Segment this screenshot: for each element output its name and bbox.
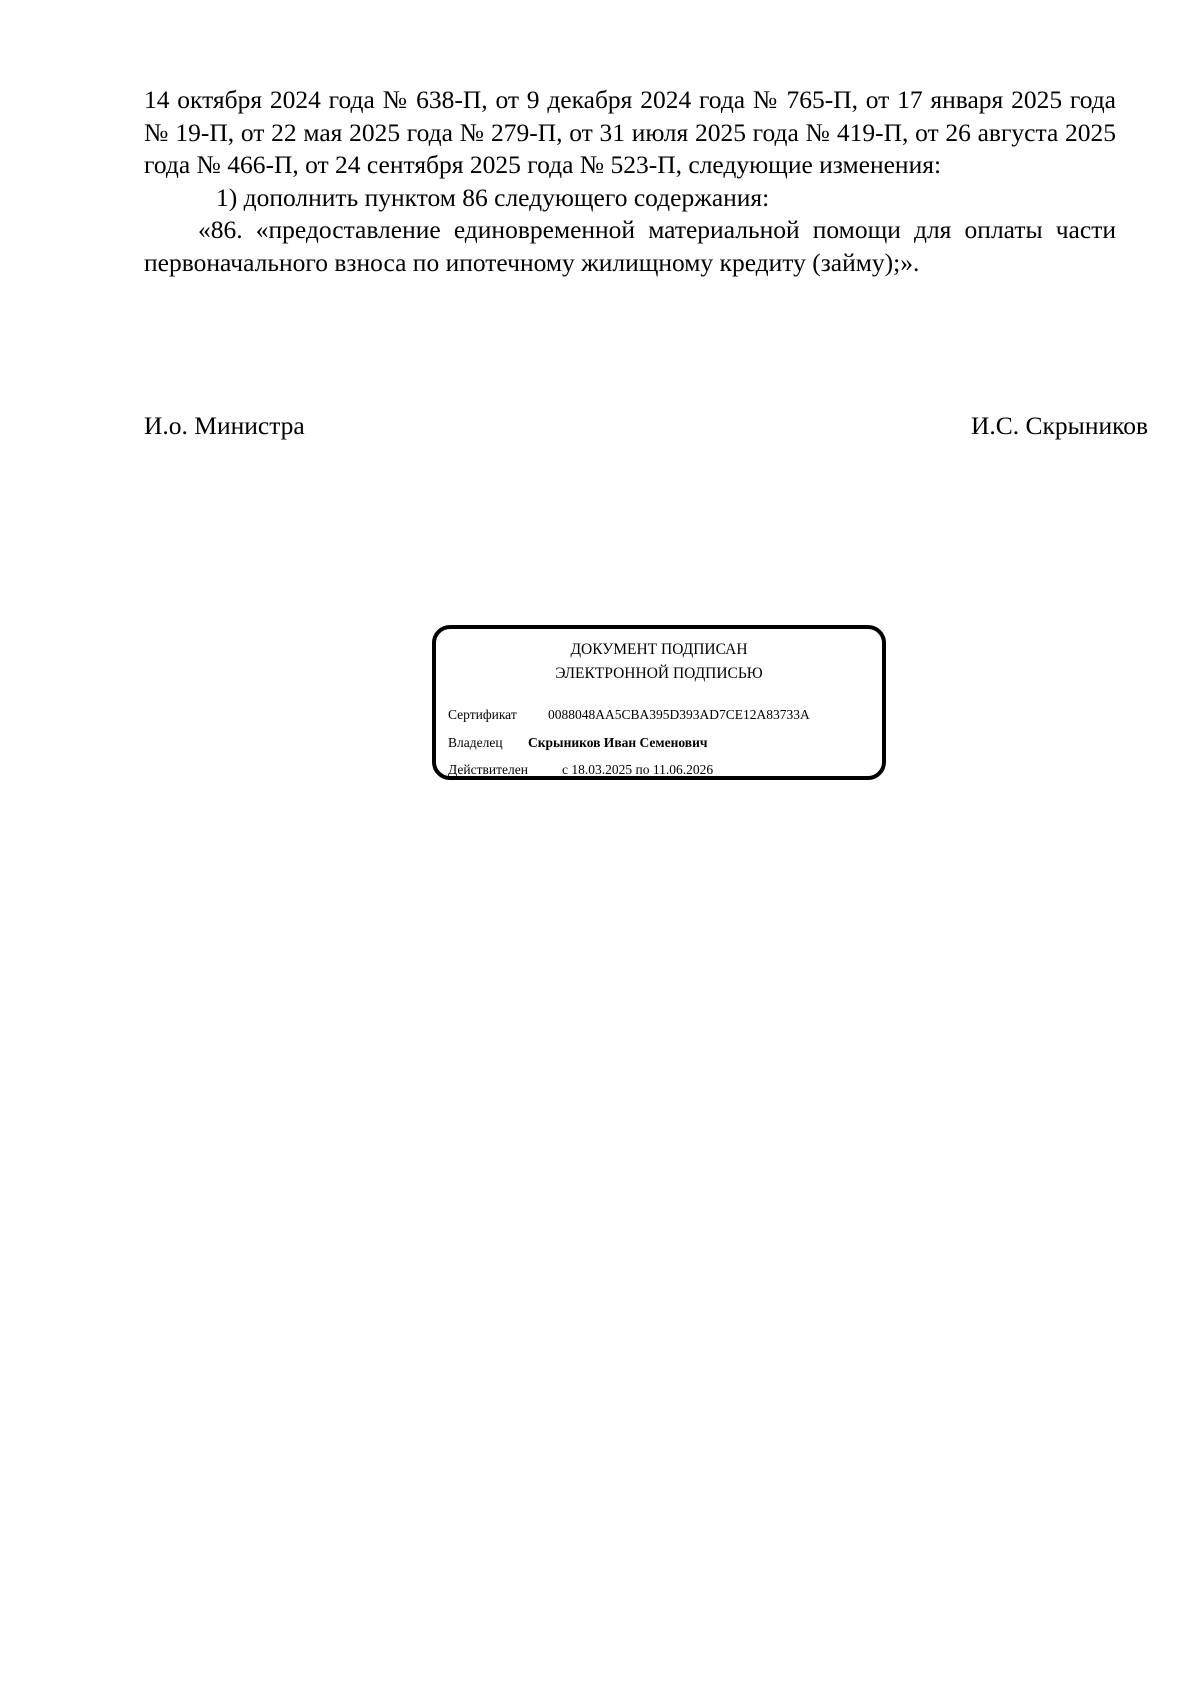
stamp-certificate-row xyxy=(448,706,810,724)
signatory-position: И.о. Министра xyxy=(144,411,305,440)
stamp-validity-row xyxy=(448,761,713,779)
document-body xyxy=(144,84,1116,279)
paragraph-point-86: «86. «предоставление единовременной материальной помощи для оплаты части первоначального взноса по ипотечному жилищному кредиту (займу);». xyxy=(144,215,1116,277)
paragraph-amendments: 14 октября 2024 года № 638-П, от 9 декабря 2024 года № 765-П, от 17 января 2025 года № 19-П, от 22 мая 2025 года № 279-П, от 31 июля 2025 года № 419-П, от 26 августа 2025 года № 466-П, от 24 сентября 2025 года № 523-П, следующие изменения: xyxy=(144,85,1116,179)
stamp-owner-row xyxy=(448,734,707,752)
signature-block xyxy=(144,410,1148,442)
validity-label: Действителен xyxy=(448,762,528,777)
certificate-value: 0088048AA5CBA395D393AD7CE12A83733A xyxy=(548,707,810,722)
stamp-header-line-1: ДОКУМЕНТ ПОДПИСАН xyxy=(570,641,748,658)
validity-value: с 18.03.2025 по 11.06.2026 xyxy=(562,762,714,777)
owner-value: Скрыников Иван Семенович xyxy=(528,735,708,750)
electronic-signature-stamp xyxy=(432,625,886,780)
certificate-label: Сертификат xyxy=(448,707,517,722)
paragraph-item-1: 1) дополнить пунктом 86 следующего содержания: xyxy=(216,182,770,212)
stamp-header xyxy=(436,638,882,686)
stamp-header-line-2: ЭЛЕКТРОННОЙ ПОДПИСЬЮ xyxy=(555,665,763,682)
signatory-name: И.С. Скрыников xyxy=(970,411,1148,440)
owner-label: Владелец xyxy=(448,735,503,750)
